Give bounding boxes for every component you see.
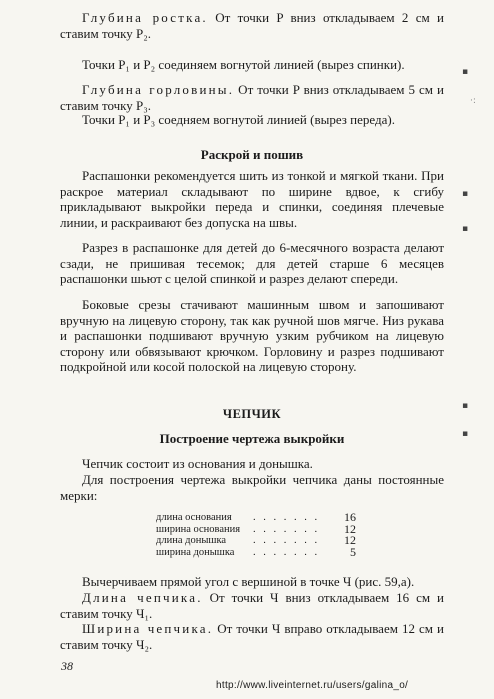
scan-mark: ▪ [462,224,469,234]
measurement-value: 5 [350,544,356,559]
paragraph-right-angle: Вычерчиваем прямой угол с вершиной в точке Ч (рис. 59,а). [82,574,415,589]
scan-mark: ·: [470,96,476,106]
leader-dots: . . . . . . . [253,546,320,558]
measurement-label: длина основания [156,512,232,523]
measurement-label: ширина донышка [156,546,235,558]
section-heading-bonnet: ЧЕПЧИК [222,407,282,421]
paragraph-depth-growth: Глубина ростка. От точки P вниз откладываем 2 см и ставим точку P₂. [60,10,444,41]
paragraph-points-back: Точки P₁ и P₂ соединяем вогнутой линией (вырез спинки). [82,57,405,72]
measurement-value: 16 [344,510,356,524]
measurement-row [156,544,356,559]
paragraph-seams: Боковые срезы стачивают машинным швом и запошивают вручную на лицевую сторону, так как ручной шов мягче. Низ рукава и распашонки подшивают вручную узким рубчиком на лицевую сторону или обвязывают крючком. Горловину и разрез подшивают подкройной или косой полоской на лицевую сторону. [60,297,444,375]
term-bonnet-width: Ширина чепчика. [82,621,214,636]
paragraph-measurements-intro: Для построения чертежа выкройки чепчика даны постоянные мерки: [60,472,444,503]
leader-dots: . . . . . . . [253,512,320,523]
scan-mark: ▪ [462,429,469,439]
term-depth-growth: Глубина ростка. [82,10,208,25]
measurements-table [156,512,356,558]
measurement-value: 12 [344,521,356,536]
scan-mark: ▪ [462,67,469,77]
term-bonnet-length: Длина чепчика. [82,590,203,605]
measurement-label: длина донышка [156,535,227,546]
section-heading-cutting: Раскрой и пошив [200,147,304,162]
measurement-row [156,535,356,547]
term-depth-neck: Глубина горловины. [82,82,235,97]
leader-dots: . . . . . . . [253,535,320,546]
scan-mark: ▪ [462,401,469,411]
scan-mark: ▪ [462,189,469,199]
measurement-row [156,512,356,524]
measurement-row [156,521,356,536]
measurement-label: ширина основания [156,523,241,535]
leader-dots: . . . . . . . [253,523,320,535]
paragraph-bonnet-width: Ширина чепчика. От точки Ч вправо откладываем 12 см и ставим точку Ч₂. [60,621,445,652]
paragraph-bonnet-parts: Чепчик состоит из основания и донышка. [82,456,313,471]
paragraph-cutting: Распашонки рекомендуется шить из тонкой и мягкой ткани. При раскрое материал складывают по ширине вдвое, к сгибу прикладывают выкройки переда и спинки, соединяя плечевые линии, и раскраивают без допуска на швы. [60,168,444,230]
paragraph-slit: Разрез в распашонке для детей до 6-месячного возраста делают сзади, не пришивая тесемок; для детей старше 6 месяцев распашонки шьют с целой спинкой и разрез делают спереди. [60,240,444,287]
source-url: http://www.liveinternet.ru/users/galina_o/ [216,680,409,691]
paragraph-points-front: Точки P₁ и P₃ соедняем вогнутой линией (вырез переда). [82,112,395,127]
section-heading-pattern: Построение чертежа выкройки [159,431,345,446]
page-number: 38 [61,659,73,673]
paragraph-depth-neck: Глубина горловины. От точки P вниз откладываем 5 см и ставим точку P₃. [60,82,444,113]
measurement-value: 12 [344,533,356,547]
paragraph-bonnet-length: Длина чепчика. От точки Ч вниз откладываем 16 см и ставим точку Ч₁. [60,590,444,621]
